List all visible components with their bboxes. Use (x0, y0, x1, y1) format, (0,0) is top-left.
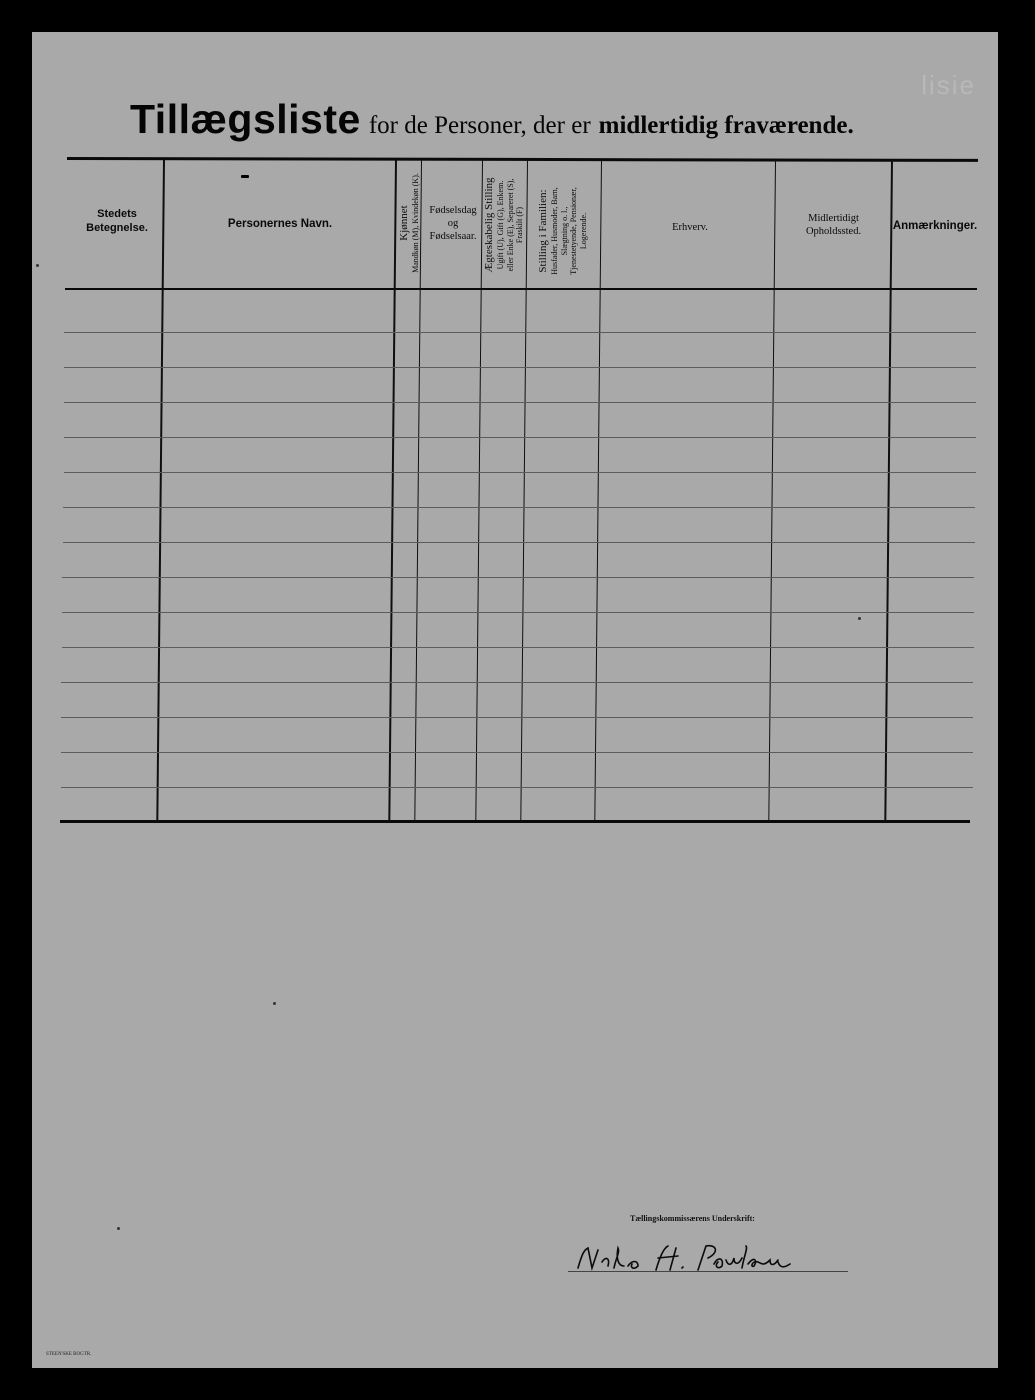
form-title (130, 96, 854, 143)
header-anmaerkninger: Anmærkninger. (892, 220, 978, 232)
row-rule (61, 752, 973, 753)
title-middle: for de Personer, der er (368, 112, 591, 139)
ink-speck (117, 1227, 120, 1230)
header-personernes-navn: Personernes Navn. (227, 218, 333, 230)
row-rule (61, 717, 973, 718)
row-rule (62, 647, 974, 648)
row-rule (63, 542, 975, 543)
header-kjonnet: Kjønnet Mandkøn (M), Kvindekøn (K). (398, 173, 421, 273)
ink-speck (241, 175, 249, 178)
signature-line (568, 1271, 848, 1272)
printer-mark: STEEN'SKE BOGTR. (46, 1352, 92, 1357)
signature-label: Tællingskommissærens Underskrift: (630, 1214, 755, 1223)
col-divider-4 (475, 160, 483, 822)
row-rule (61, 787, 973, 788)
title-bold: midlertidig fraværende. (598, 112, 854, 139)
row-rule (64, 367, 976, 368)
row-rule (62, 577, 974, 578)
bottom-rule (60, 820, 970, 823)
top-rule (67, 157, 978, 162)
header-stilling-i-familien: Stilling i Familien: Husfader, Husmoder, Barn, Slægtning o. l., Tjenestetyende, Pensionær, Logerende. (537, 187, 588, 275)
row-rule (64, 402, 976, 403)
col-divider-8 (884, 160, 892, 822)
ink-speck (273, 1002, 276, 1005)
row-rule (64, 332, 976, 333)
faint-stamp: lisie (921, 70, 976, 100)
row-rule (63, 507, 975, 508)
census-form-page (32, 32, 998, 1368)
header-fodselsdag: Fødselsdag og Fødselsaar. (429, 205, 477, 243)
ink-speck (36, 264, 39, 267)
col-divider-7 (768, 160, 776, 822)
row-rule (64, 472, 976, 473)
ink-speck (858, 617, 861, 620)
header-aegteskabelig-stilling: Ægteskabelig Stilling Ugift (U), Gift (G), Enkem. eller Enke (E), Separeret (S), Fraskilt (F) (483, 177, 525, 273)
title-main: Tillægsliste (130, 96, 361, 142)
col-divider-2 (388, 160, 396, 822)
row-rule (64, 437, 976, 438)
header-erhverv: Erhverv. (672, 222, 708, 233)
header-opholdssted: Midlertidigt Opholdssted. (805, 213, 862, 238)
col-divider-1 (156, 160, 164, 822)
header-rule (65, 288, 977, 290)
header-stedets-betegnelse: Stedets Betegnelse. (86, 208, 148, 234)
row-rule (61, 682, 973, 683)
row-rule (62, 612, 974, 613)
